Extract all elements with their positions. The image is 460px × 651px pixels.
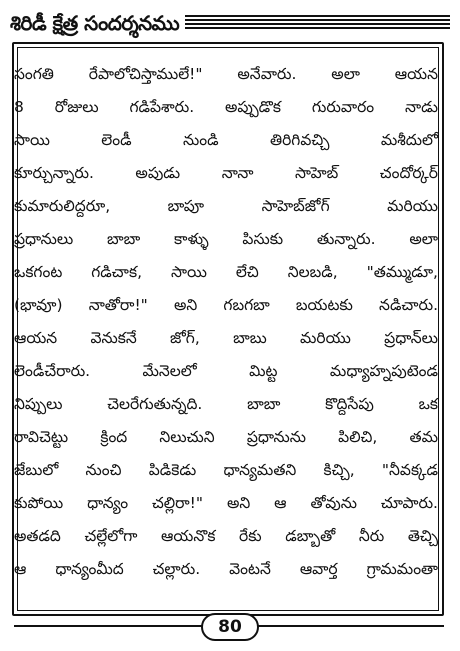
chapter-title: శిరిడీ క్షేత్ర సందర్శనము	[10, 11, 185, 35]
text-line: కుమారులిద్దరూ, బాపూ సాహెబ్‌జోగ్ మరియు	[14, 197, 438, 215]
text-line: కూర్చున్నారు. అపుడు నానా సాహెబ్ చందోర్కర్	[14, 164, 438, 182]
text-line: అతడది చల్లేలోగా ఆయనొక రేకు డబ్బాతో నీరు తెచ్చి	[14, 527, 438, 545]
text-line: జేబులో నుంచి పిడికెడు ధాన్యమతని కిచ్చి, "నీవక్కడ	[14, 461, 438, 479]
text-line: ఆయన వెనుకనే జోగ్, బాబు మరియు ప్రధాన్‌లు	[14, 329, 438, 347]
text-line: 8 రోజులు గడిపేశారు. అప్పుడొక గురువారం నాడు	[14, 98, 438, 116]
text-line: ప్రధానులు బాబా కాళ్ళు పిసుకు తున్నారు. అలా	[14, 230, 438, 248]
body-text	[14, 58, 438, 586]
text-line: ఒకగంట గడిచాక, సాయి లేచి నిలబడి, "తమ్ముడూ,	[14, 263, 438, 281]
page-number-badge: 80	[201, 613, 259, 641]
page-footer	[0, 612, 460, 642]
text-line: సంగతి రేపాలోచిస్తాములే!" అనేవారు. అలా ఆయన	[14, 65, 438, 83]
text-line: లెండీచేరారు. మేనెలలో మిట్ట మధ్యాహ్నపుటెండ	[14, 362, 438, 380]
text-line: కుపోయి ధాన్యం చల్లిరా!" అని ఆ తోవును చూపారు.	[14, 494, 438, 512]
text-line: సాయి లెండీ నుండి తిరిగివచ్చి మశీదులో	[14, 131, 438, 149]
text-line: (భావూ) నాతోరా!" అని గబగబా బయటకు నడిచారు.	[14, 296, 438, 314]
text-line: ఆ ధాన్యంమీద చల్లారు. వెంటనే ఆవార్త గ్రామమంతా	[14, 560, 438, 578]
running-header	[10, 10, 450, 38]
text-line: నిప్పులు చెలరేగుతున్నది. బాబా కొద్దిసేపు ఒక	[14, 395, 438, 413]
text-line: రావిచెట్టు క్రింద నిలుచుని ప్రధానును పిలిచి, తమ	[14, 428, 438, 446]
